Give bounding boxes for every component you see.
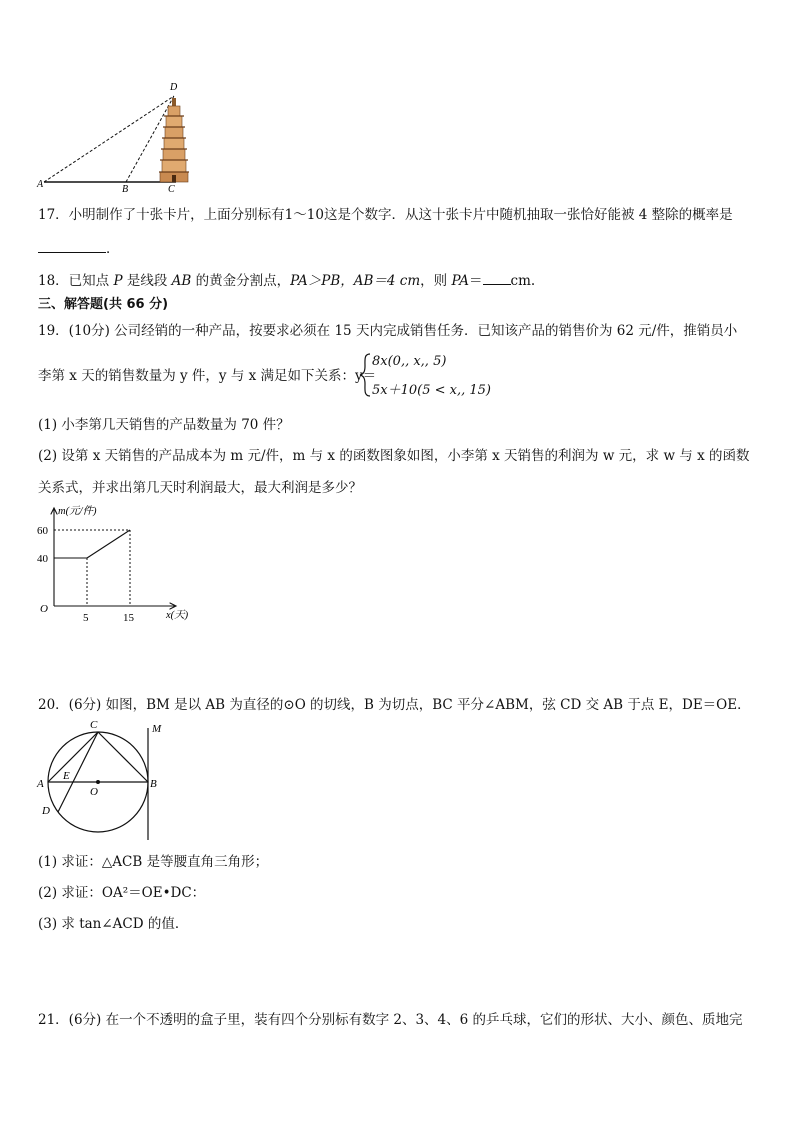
label-c: C xyxy=(168,184,175,195)
label-a: A xyxy=(37,179,44,190)
question-20-sub1: (1) 求证：△ACB 是等腰直角三角形； xyxy=(38,854,269,870)
question-19-line1: 19．(10分) 公司经销的一种产品，按要求必须在 15 天内完成销售任务．已知该产品的销售价为 62 元/件，推销员小 xyxy=(38,323,738,339)
question-17-answer xyxy=(38,238,120,258)
sightline-ad xyxy=(44,96,174,182)
pagoda-icon xyxy=(159,98,189,182)
piecewise-case-2: 5x＋10(5 < x,, 15) xyxy=(372,383,491,398)
y-tick-40: 40 xyxy=(37,553,48,565)
question-19-sub1: (1) 小李第几天销售的产品数量为 70 件？ xyxy=(38,417,290,433)
q18-pa: PA xyxy=(451,273,470,289)
x-tick-15: 15 xyxy=(123,612,134,624)
question-17-tail: ． xyxy=(106,241,120,257)
piecewise-case-1: 8x(0,, x,, 5) xyxy=(372,354,447,369)
question-19-sub2-line1: (2) 设第 x 天销售的产品成本为 m 元/件，m 与 x 的函数图象如图，小李第 x 天销售的利润为 w 元，求 w 与 x 的函数 xyxy=(38,448,750,464)
center-point xyxy=(96,780,100,784)
label-d: D xyxy=(42,805,50,817)
label-o: O xyxy=(90,786,98,798)
label-b: B xyxy=(122,184,129,195)
section-title: 三、解答题(共 66 分) xyxy=(38,297,169,312)
question-21-text: 21．(6分) 在一个不透明的盒子里，装有四个分别标有数字 2、3、4、6 的乒乓球，它们的形状、大小、颜色、质地完 xyxy=(38,1012,743,1028)
question-20-text: 20．(6分) 如图，BM 是以 AB 为直径的⊙O 的切线，B 为切点，BC 平分∠ABM，弦 CD 交 AB 于点 E，DE＝OE． xyxy=(38,697,751,713)
origin-label: O xyxy=(40,603,48,615)
y-axis-label: m(元/件) xyxy=(58,506,97,517)
question-18 xyxy=(38,270,535,290)
answer-blank xyxy=(483,270,511,285)
question-19-line2: 李第 x 天的销售数量为 y 件，y 与 x 满足如下关系：y＝ xyxy=(38,368,377,384)
q18-eq: ＝ xyxy=(469,273,483,289)
label-m: M xyxy=(152,723,162,735)
label-e: E xyxy=(63,770,70,782)
q18-point-p: P xyxy=(113,273,123,289)
chord-cb xyxy=(98,732,148,782)
x-axis-label: x(天) xyxy=(166,610,189,621)
circle-figure xyxy=(34,716,174,844)
question-20-sub3: (3) 求 tan∠ACD 的值． xyxy=(38,916,189,932)
question-17-text: 17．小明制作了十张卡片，上面分别标有1～10这是个数字．从这十张卡片中随机抽取一张恰好能被 4 整除的概率是 xyxy=(38,207,733,223)
q18-segment-ab: AB xyxy=(171,273,192,289)
segment-rising xyxy=(87,530,130,558)
q18-pre: 18．已知点 xyxy=(38,273,114,289)
answer-blank xyxy=(38,238,106,253)
q18-condition: PA＞PB，AB＝4 cm xyxy=(290,273,421,289)
question-20-sub2: (2) 求证：OA²＝OE•DC： xyxy=(38,885,206,901)
cost-graph xyxy=(34,500,204,628)
q18-mid2: 的黄金分割点， xyxy=(191,273,291,289)
label-d: D xyxy=(170,82,178,93)
label-b: B xyxy=(150,778,157,790)
q18-mid3: ，则 xyxy=(420,273,452,289)
tower-figure xyxy=(34,78,204,196)
x-tick-5: 5 xyxy=(83,612,89,624)
q18-mid1: 是线段 xyxy=(122,273,172,289)
label-c: C xyxy=(90,719,98,731)
y-tick-60: 60 xyxy=(37,525,48,537)
chord-ac xyxy=(48,732,98,782)
question-19-sub2-line2: 关系式，并求出第几天时利润最大，最大利润是多少？ xyxy=(38,480,362,496)
q18-unit: cm. xyxy=(510,273,536,289)
piecewise-brace xyxy=(358,352,372,398)
label-a: A xyxy=(37,778,44,790)
